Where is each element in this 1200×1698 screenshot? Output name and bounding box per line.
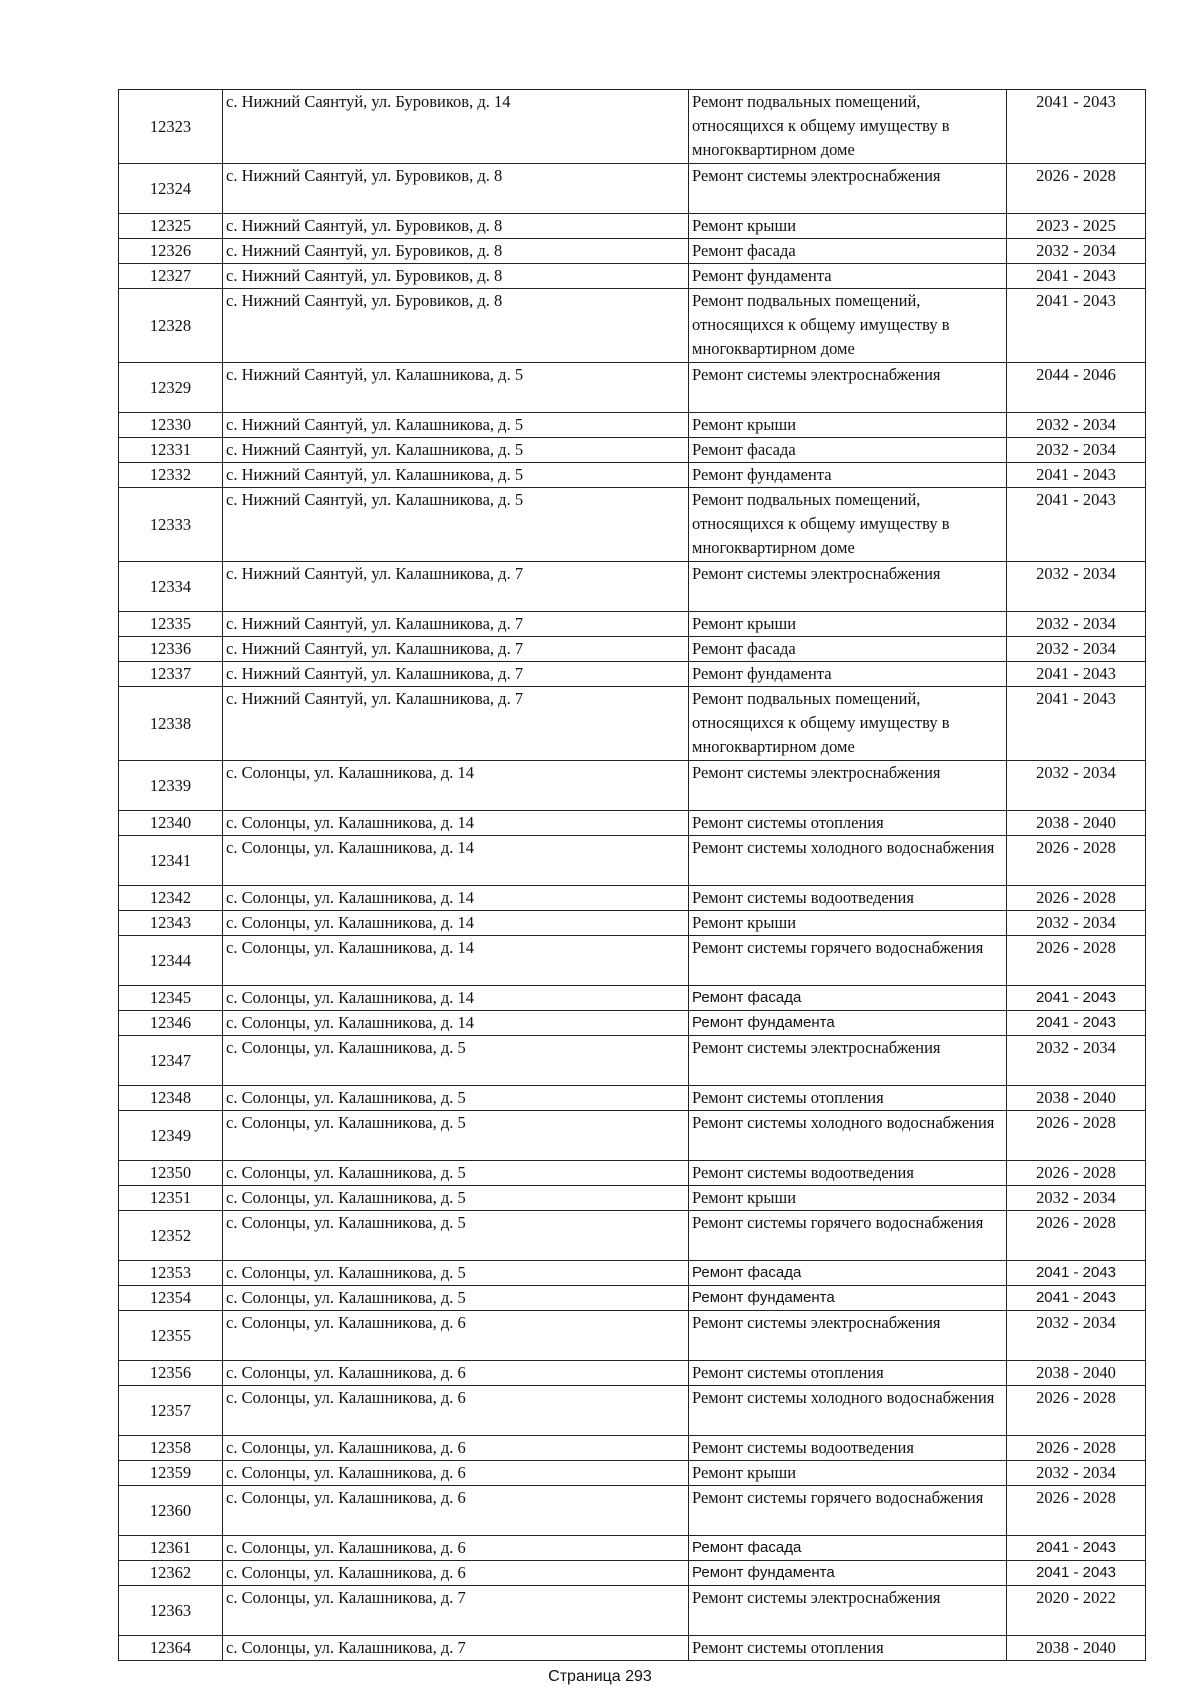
address-cell: с. Нижний Саянтуй, ул. Калашникова, д. 7 (223, 662, 689, 687)
address-cell: с. Солонцы, ул. Калашникова, д. 14 (223, 836, 689, 886)
table-row (119, 612, 1146, 637)
row-number-cell: 12353 (119, 1261, 223, 1286)
work-type-cell: Ремонт фундамента (689, 463, 1007, 488)
table-row (119, 1261, 1146, 1286)
years-cell: 2041 - 2043 (1007, 90, 1146, 164)
table-row (119, 1036, 1146, 1086)
address-cell: с. Солонцы, ул. Калашникова, д. 5 (223, 1111, 689, 1161)
work-type-cell: Ремонт фундамента (689, 1011, 1007, 1036)
table-row (119, 687, 1146, 761)
row-number-cell: 12339 (119, 761, 223, 811)
years-cell: 2026 - 2028 (1007, 1161, 1146, 1186)
row-number-cell: 12364 (119, 1636, 223, 1661)
years-cell: 2041 - 2043 (1007, 687, 1146, 761)
table-row (119, 1486, 1146, 1536)
work-type-cell: Ремонт системы холодного водоснабжения (689, 1111, 1007, 1161)
row-number-cell: 12335 (119, 612, 223, 637)
table-row (119, 264, 1146, 289)
years-cell: 2041 - 2043 (1007, 289, 1146, 363)
address-cell: с. Солонцы, ул. Калашникова, д. 5 (223, 1186, 689, 1211)
work-type-cell: Ремонт подвальных помещений, относящихся к общему имуществу в многоквартирном доме (689, 90, 1007, 164)
row-number-cell: 12343 (119, 911, 223, 936)
years-cell: 2020 - 2022 (1007, 1586, 1146, 1636)
years-cell: 2041 - 2043 (1007, 463, 1146, 488)
address-cell: с. Солонцы, ул. Калашникова, д. 6 (223, 1311, 689, 1361)
table-row (119, 886, 1146, 911)
address-cell: с. Солонцы, ул. Калашникова, д. 5 (223, 1286, 689, 1311)
years-cell: 2032 - 2034 (1007, 911, 1146, 936)
work-type-cell: Ремонт фундамента (689, 1561, 1007, 1586)
address-cell: с. Солонцы, ул. Калашникова, д. 6 (223, 1486, 689, 1536)
table-row (119, 1161, 1146, 1186)
row-number-cell: 12329 (119, 363, 223, 413)
years-cell: 2041 - 2043 (1007, 986, 1146, 1011)
address-cell: с. Солонцы, ул. Калашникова, д. 14 (223, 886, 689, 911)
years-cell: 2026 - 2028 (1007, 1386, 1146, 1436)
years-cell: 2041 - 2043 (1007, 1011, 1146, 1036)
row-number-cell: 12342 (119, 886, 223, 911)
row-number-cell: 12328 (119, 289, 223, 363)
row-number-cell: 12337 (119, 662, 223, 687)
row-number-cell: 12338 (119, 687, 223, 761)
years-cell: 2041 - 2043 (1007, 1286, 1146, 1311)
row-number-cell: 12360 (119, 1486, 223, 1536)
row-number-cell: 12355 (119, 1311, 223, 1361)
table-row (119, 1561, 1146, 1586)
address-cell: с. Нижний Саянтуй, ул. Калашникова, д. 5 (223, 438, 689, 463)
work-type-cell: Ремонт системы отопления (689, 1361, 1007, 1386)
work-type-cell: Ремонт системы горячего водоснабжения (689, 936, 1007, 986)
work-type-cell: Ремонт системы электроснабжения (689, 1036, 1007, 1086)
table-row (119, 1186, 1146, 1211)
table-row (119, 1211, 1146, 1261)
address-cell: с. Солонцы, ул. Калашникова, д. 6 (223, 1461, 689, 1486)
work-type-cell: Ремонт крыши (689, 612, 1007, 637)
row-number-cell: 12350 (119, 1161, 223, 1186)
years-cell: 2041 - 2043 (1007, 1261, 1146, 1286)
table-row (119, 761, 1146, 811)
table-row (119, 811, 1146, 836)
address-cell: с. Солонцы, ул. Калашникова, д. 14 (223, 1011, 689, 1036)
table-row (119, 1436, 1146, 1461)
years-cell: 2023 - 2025 (1007, 214, 1146, 239)
work-type-cell: Ремонт фасада (689, 239, 1007, 264)
table-row (119, 289, 1146, 363)
work-type-cell: Ремонт крыши (689, 214, 1007, 239)
years-cell: 2041 - 2043 (1007, 1561, 1146, 1586)
row-number-cell: 12358 (119, 1436, 223, 1461)
years-cell: 2032 - 2034 (1007, 413, 1146, 438)
years-cell: 2038 - 2040 (1007, 811, 1146, 836)
address-cell: с. Солонцы, ул. Калашникова, д. 5 (223, 1261, 689, 1286)
work-type-cell: Ремонт системы отопления (689, 1636, 1007, 1661)
table-row (119, 1386, 1146, 1436)
years-cell: 2032 - 2034 (1007, 612, 1146, 637)
work-type-cell: Ремонт системы электроснабжения (689, 363, 1007, 413)
years-cell: 2032 - 2034 (1007, 239, 1146, 264)
years-cell: 2026 - 2028 (1007, 164, 1146, 214)
table-row (119, 438, 1146, 463)
work-type-cell: Ремонт фасада (689, 986, 1007, 1011)
work-type-cell: Ремонт системы отопления (689, 1086, 1007, 1111)
years-cell: 2032 - 2034 (1007, 1311, 1146, 1361)
table-row (119, 1111, 1146, 1161)
row-number-cell: 12324 (119, 164, 223, 214)
years-cell: 2032 - 2034 (1007, 562, 1146, 612)
table-row (119, 214, 1146, 239)
work-type-cell: Ремонт системы электроснабжения (689, 1311, 1007, 1361)
work-type-cell: Ремонт подвальных помещений, относящихся к общему имуществу в многоквартирном доме (689, 289, 1007, 363)
row-number-cell: 12330 (119, 413, 223, 438)
row-number-cell: 12327 (119, 264, 223, 289)
years-cell: 2044 - 2046 (1007, 363, 1146, 413)
work-type-cell: Ремонт системы электроснабжения (689, 761, 1007, 811)
years-cell: 2032 - 2034 (1007, 438, 1146, 463)
work-type-cell: Ремонт системы отопления (689, 811, 1007, 836)
row-number-cell: 12356 (119, 1361, 223, 1386)
row-number-cell: 12340 (119, 811, 223, 836)
address-cell: с. Солонцы, ул. Калашникова, д. 6 (223, 1561, 689, 1586)
address-cell: с. Нижний Саянтуй, ул. Буровиков, д. 8 (223, 264, 689, 289)
row-number-cell: 12325 (119, 214, 223, 239)
table-row (119, 1636, 1146, 1661)
row-number-cell: 12341 (119, 836, 223, 886)
work-type-cell: Ремонт крыши (689, 1186, 1007, 1211)
years-cell: 2026 - 2028 (1007, 1111, 1146, 1161)
table-row (119, 1311, 1146, 1361)
row-number-cell: 12352 (119, 1211, 223, 1261)
table-row (119, 1286, 1146, 1311)
years-cell: 2026 - 2028 (1007, 836, 1146, 886)
address-cell: с. Солонцы, ул. Калашникова, д. 7 (223, 1636, 689, 1661)
years-cell: 2026 - 2028 (1007, 1211, 1146, 1261)
address-cell: с. Солонцы, ул. Калашникова, д. 14 (223, 811, 689, 836)
years-cell: 2041 - 2043 (1007, 662, 1146, 687)
row-number-cell: 12326 (119, 239, 223, 264)
years-cell: 2032 - 2034 (1007, 1036, 1146, 1086)
row-number-cell: 12348 (119, 1086, 223, 1111)
address-cell: с. Нижний Саянтуй, ул. Калашникова, д. 5 (223, 463, 689, 488)
work-type-cell: Ремонт фундамента (689, 1286, 1007, 1311)
work-type-cell: Ремонт системы горячего водоснабжения (689, 1486, 1007, 1536)
address-cell: с. Солонцы, ул. Калашникова, д. 14 (223, 761, 689, 811)
work-type-cell: Ремонт крыши (689, 1461, 1007, 1486)
work-type-cell: Ремонт системы горячего водоснабжения (689, 1211, 1007, 1261)
row-number-cell: 12357 (119, 1386, 223, 1436)
table-row (119, 1536, 1146, 1561)
table-row (119, 836, 1146, 886)
address-cell: с. Солонцы, ул. Калашникова, д. 5 (223, 1086, 689, 1111)
address-cell: с. Нижний Саянтуй, ул. Буровиков, д. 8 (223, 289, 689, 363)
table-row (119, 911, 1146, 936)
row-number-cell: 12334 (119, 562, 223, 612)
years-cell: 2032 - 2034 (1007, 1186, 1146, 1211)
years-cell: 2032 - 2034 (1007, 1461, 1146, 1486)
row-number-cell: 12323 (119, 90, 223, 164)
table-row (119, 1086, 1146, 1111)
works-table (118, 89, 1146, 1661)
work-type-cell: Ремонт крыши (689, 413, 1007, 438)
address-cell: с. Солонцы, ул. Калашникова, д. 6 (223, 1386, 689, 1436)
table-row (119, 239, 1146, 264)
years-cell: 2038 - 2040 (1007, 1636, 1146, 1661)
table-row (119, 1011, 1146, 1036)
row-number-cell: 12351 (119, 1186, 223, 1211)
table-body (119, 90, 1146, 1661)
table-row (119, 986, 1146, 1011)
row-number-cell: 12336 (119, 637, 223, 662)
address-cell: с. Нижний Саянтуй, ул. Буровиков, д. 8 (223, 239, 689, 264)
years-cell: 2032 - 2034 (1007, 637, 1146, 662)
row-number-cell: 12347 (119, 1036, 223, 1086)
row-number-cell: 12333 (119, 488, 223, 562)
address-cell: с. Нижний Саянтуй, ул. Буровиков, д. 8 (223, 214, 689, 239)
row-number-cell: 12346 (119, 1011, 223, 1036)
work-type-cell: Ремонт фундамента (689, 264, 1007, 289)
years-cell: 2038 - 2040 (1007, 1361, 1146, 1386)
address-cell: с. Нижний Саянтуй, ул. Буровиков, д. 14 (223, 90, 689, 164)
address-cell: с. Солонцы, ул. Калашникова, д. 14 (223, 936, 689, 986)
address-cell: с. Солонцы, ул. Калашникова, д. 6 (223, 1536, 689, 1561)
address-cell: с. Нижний Саянтуй, ул. Калашникова, д. 7 (223, 637, 689, 662)
work-type-cell: Ремонт фундамента (689, 662, 1007, 687)
work-type-cell: Ремонт фасада (689, 1536, 1007, 1561)
work-type-cell: Ремонт системы холодного водоснабжения (689, 836, 1007, 886)
address-cell: с. Солонцы, ул. Калашникова, д. 5 (223, 1161, 689, 1186)
years-cell: 2041 - 2043 (1007, 264, 1146, 289)
years-cell: 2041 - 2043 (1007, 1536, 1146, 1561)
work-type-cell: Ремонт системы водоотведения (689, 1436, 1007, 1461)
address-cell: с. Нижний Саянтуй, ул. Калашникова, д. 5 (223, 413, 689, 438)
address-cell: с. Нижний Саянтуй, ул. Калашникова, д. 5 (223, 363, 689, 413)
years-cell: 2026 - 2028 (1007, 886, 1146, 911)
address-cell: с. Солонцы, ул. Калашникова, д. 14 (223, 986, 689, 1011)
row-number-cell: 12331 (119, 438, 223, 463)
row-number-cell: 12363 (119, 1586, 223, 1636)
years-cell: 2026 - 2028 (1007, 1486, 1146, 1536)
address-cell: с. Нижний Саянтуй, ул. Калашникова, д. 7 (223, 562, 689, 612)
work-type-cell: Ремонт крыши (689, 911, 1007, 936)
work-type-cell: Ремонт подвальных помещений, относящихся к общему имуществу в многоквартирном доме (689, 687, 1007, 761)
row-number-cell: 12344 (119, 936, 223, 986)
table-row (119, 562, 1146, 612)
row-number-cell: 12362 (119, 1561, 223, 1586)
address-cell: с. Солонцы, ул. Калашникова, д. 5 (223, 1036, 689, 1086)
table-row (119, 1361, 1146, 1386)
address-cell: с. Солонцы, ул. Калашникова, д. 6 (223, 1436, 689, 1461)
address-cell: с. Солонцы, ул. Калашникова, д. 7 (223, 1586, 689, 1636)
years-cell: 2041 - 2043 (1007, 488, 1146, 562)
work-type-cell: Ремонт фасада (689, 1261, 1007, 1286)
address-cell: с. Солонцы, ул. Калашникова, д. 6 (223, 1361, 689, 1386)
address-cell: с. Нижний Саянтуй, ул. Калашникова, д. 7 (223, 612, 689, 637)
row-number-cell: 12349 (119, 1111, 223, 1161)
work-type-cell: Ремонт системы холодного водоснабжения (689, 1386, 1007, 1436)
page-number: Страница 293 (548, 1668, 652, 1685)
work-type-cell: Ремонт системы электроснабжения (689, 1586, 1007, 1636)
table-row (119, 1461, 1146, 1486)
table-row (119, 463, 1146, 488)
years-cell: 2026 - 2028 (1007, 936, 1146, 986)
table-row (119, 637, 1146, 662)
address-cell: с. Солонцы, ул. Калашникова, д. 5 (223, 1211, 689, 1261)
years-cell: 2038 - 2040 (1007, 1086, 1146, 1111)
address-cell: с. Нижний Саянтуй, ул. Буровиков, д. 8 (223, 164, 689, 214)
row-number-cell: 12359 (119, 1461, 223, 1486)
table-row (119, 164, 1146, 214)
table-row (119, 662, 1146, 687)
address-cell: с. Солонцы, ул. Калашникова, д. 14 (223, 911, 689, 936)
years-cell: 2032 - 2034 (1007, 761, 1146, 811)
years-cell: 2026 - 2028 (1007, 1436, 1146, 1461)
table-row (119, 1586, 1146, 1636)
table-row (119, 413, 1146, 438)
address-cell: с. Нижний Саянтуй, ул. Калашникова, д. 5 (223, 488, 689, 562)
work-type-cell: Ремонт системы водоотведения (689, 1161, 1007, 1186)
row-number-cell: 12361 (119, 1536, 223, 1561)
work-type-cell: Ремонт системы электроснабжения (689, 164, 1007, 214)
work-type-cell: Ремонт системы электроснабжения (689, 562, 1007, 612)
row-number-cell: 12332 (119, 463, 223, 488)
address-cell: с. Нижний Саянтуй, ул. Калашникова, д. 7 (223, 687, 689, 761)
work-type-cell: Ремонт фасада (689, 637, 1007, 662)
work-type-cell: Ремонт системы водоотведения (689, 886, 1007, 911)
table-row (119, 936, 1146, 986)
table-row (119, 90, 1146, 164)
table-row (119, 363, 1146, 413)
table-row (119, 488, 1146, 562)
row-number-cell: 12354 (119, 1286, 223, 1311)
row-number-cell: 12345 (119, 986, 223, 1011)
work-type-cell: Ремонт подвальных помещений, относящихся к общему имуществу в многоквартирном доме (689, 488, 1007, 562)
work-type-cell: Ремонт фасада (689, 438, 1007, 463)
